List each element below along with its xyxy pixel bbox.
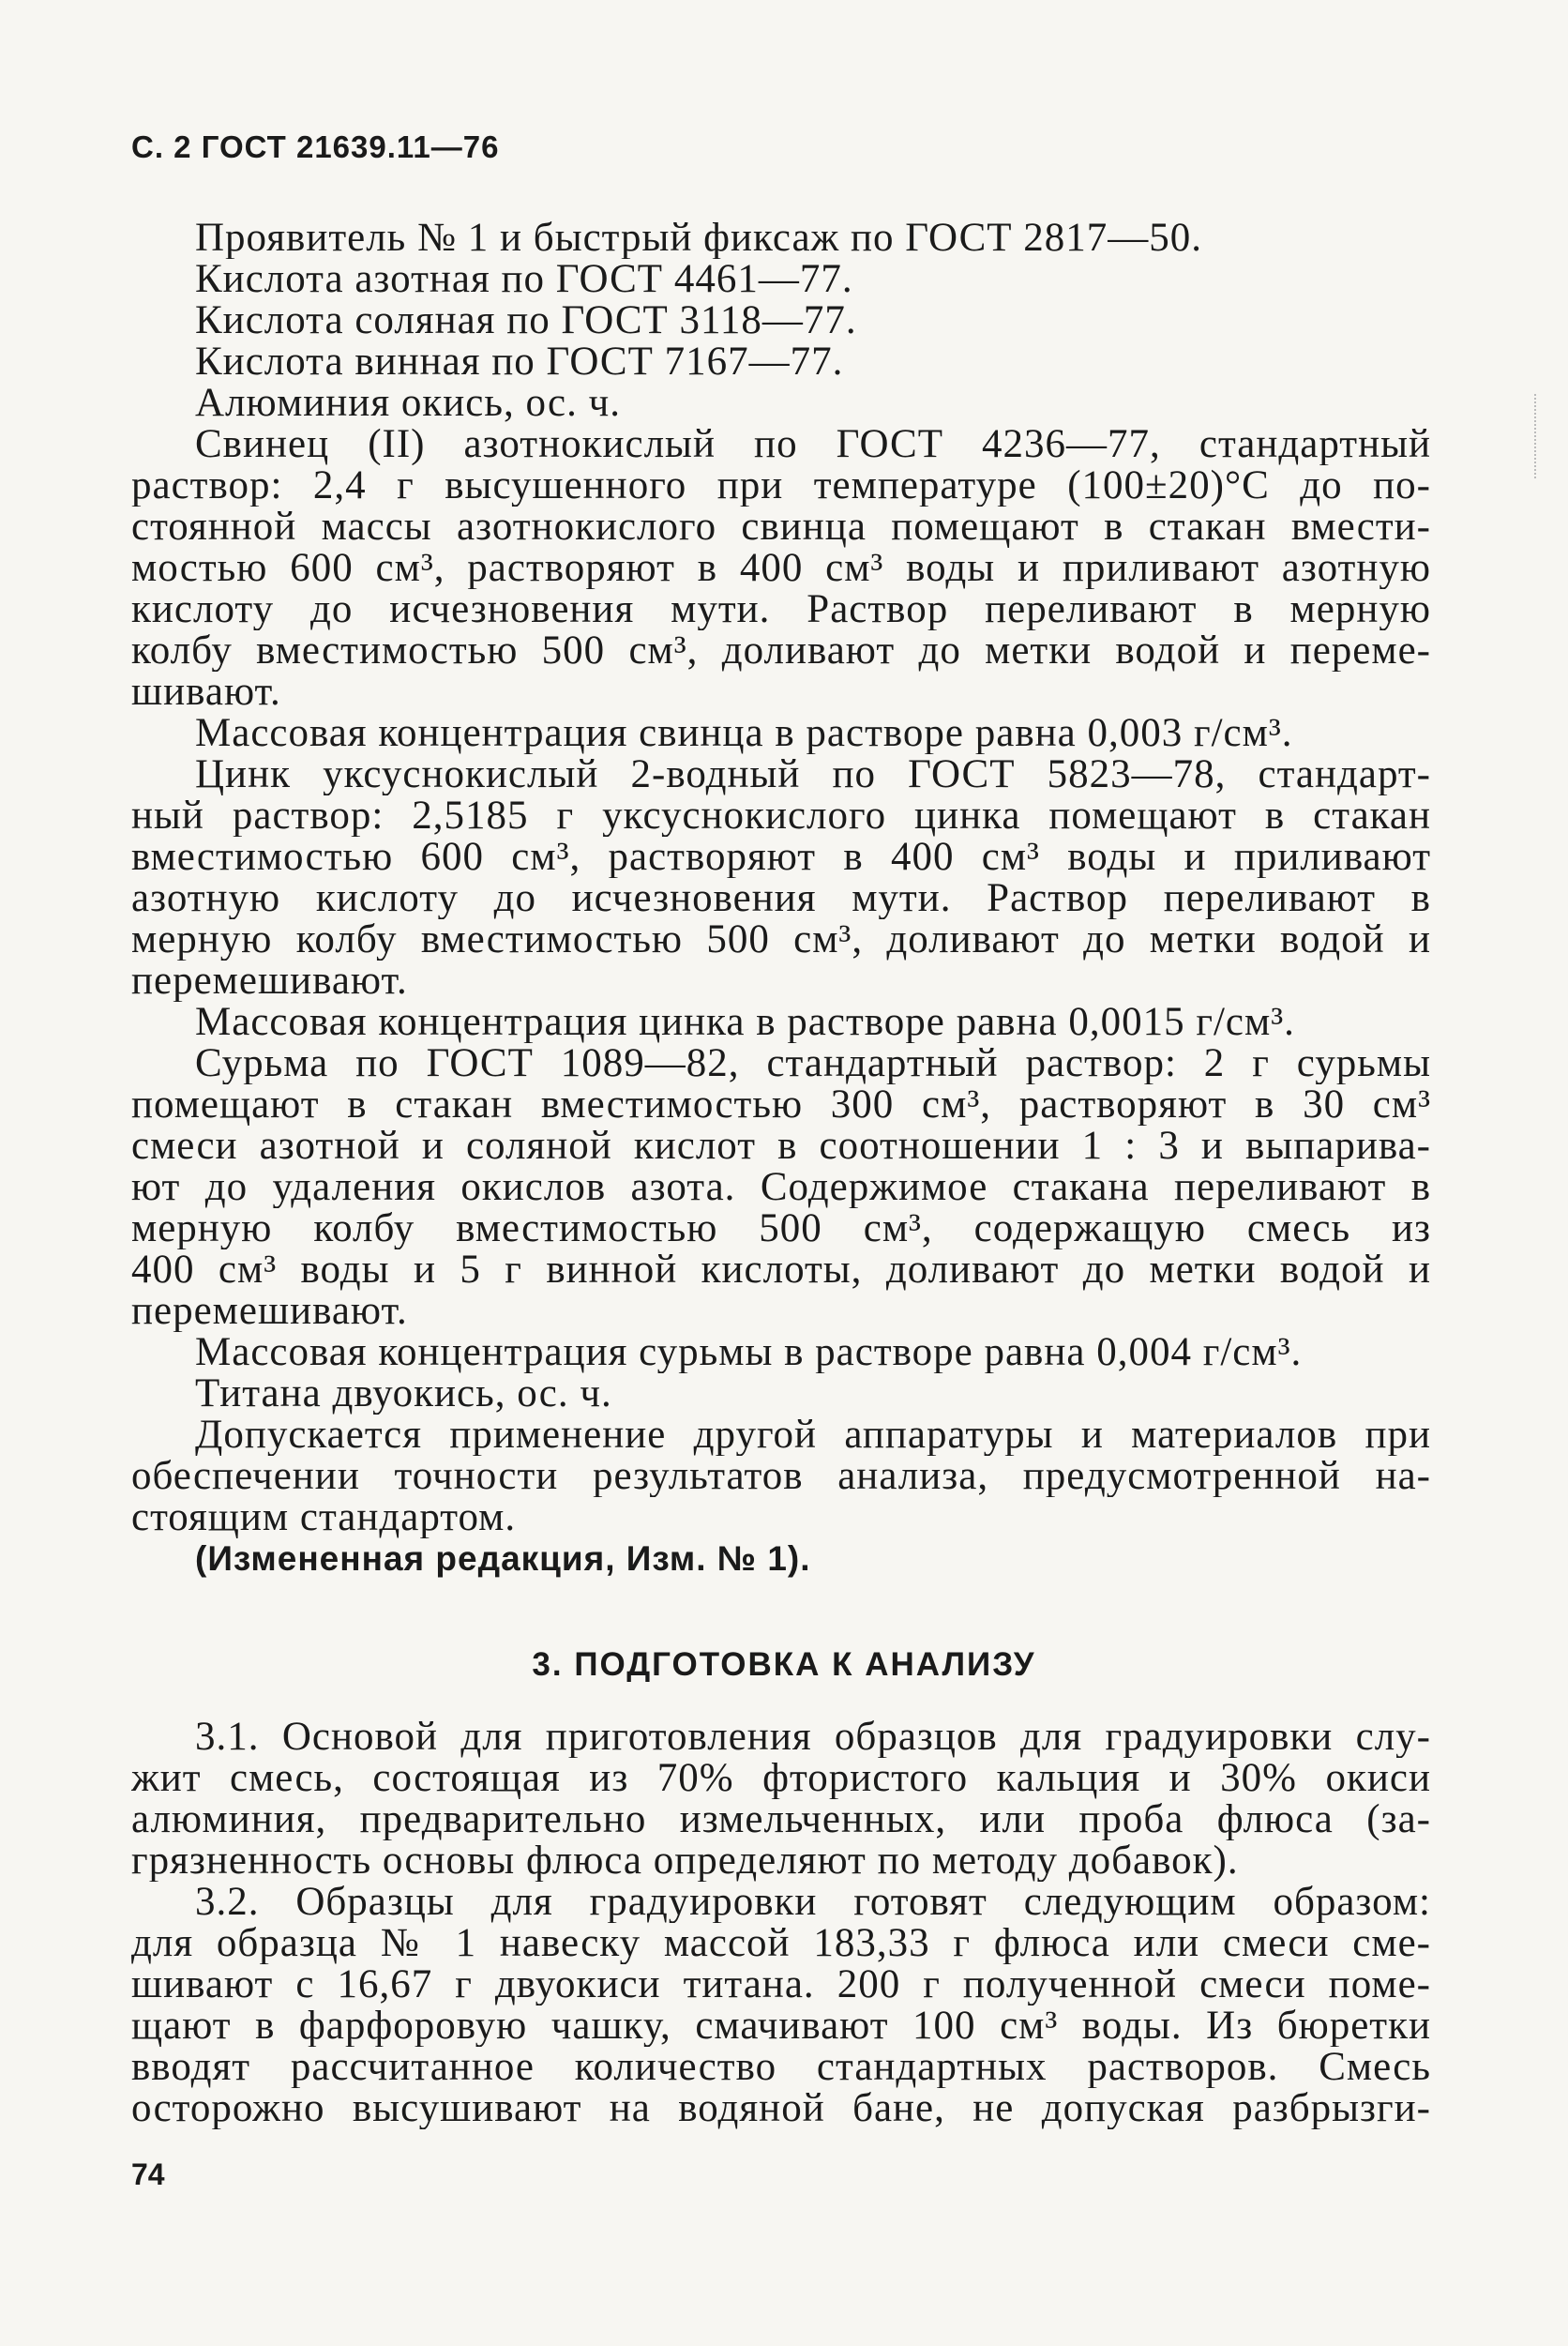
paragraph-line: Массовая концентрация цинка в растворе равна 0,0015 г/см³. (195, 1002, 1295, 1043)
paragraph-line: Массовая концентрация свинца в растворе равна 0,003 г/см³. (195, 713, 1293, 754)
paragraph-line: 400 см³ воды и 5 г винной кислоты, доливают до метки водой и (131, 1249, 1431, 1291)
paragraph-line: кислоту до исчезновения мути. Раствор переливают в мерную (131, 589, 1431, 630)
paragraph-line: азотную кислоту до исчезновения мути. Раствор переливают в (131, 878, 1431, 919)
paragraph-line: 3.1. Основой для приготовления образцов для градуировки слу- (195, 1717, 1431, 1758)
paragraph-line: шивают. (131, 672, 281, 713)
paragraph-line: мерную колбу вместимостью 500 см³, содержащую смесь из (131, 1208, 1431, 1249)
paragraph-line: мерную колбу вместимостью 500 см³, доливают до метки водой и (131, 919, 1431, 961)
paragraph-line: помещают в стакан вместимостью 300 см³, растворяют в 30 см³ (131, 1084, 1431, 1126)
page-header: С. 2 ГОСТ 21639.11—76 (131, 129, 500, 164)
paragraph-line: Кислота азотная по ГОСТ 4461—77. (195, 259, 853, 300)
paragraph-line: вводят рассчитанное количество стандартных растворов. Смесь (131, 2047, 1431, 2088)
paragraph-line: Свинец (II) азотнокислый по ГОСТ 4236—77, стандартный (195, 424, 1431, 465)
paragraph-line: ют до удаления окислов азота. Содержимое стакана переливают в (131, 1167, 1431, 1208)
paragraph-line: Сурьма по ГОСТ 1089—82, стандартный раствор: 2 г сурьмы (195, 1043, 1431, 1084)
paragraph-line: жит смесь, состоящая из 70% фтористого кальция и 30% окиси (131, 1758, 1431, 1799)
paragraph-line: вместимостью 600 см³, растворяют в 400 см³ воды и приливают (131, 837, 1431, 878)
paragraph-line: алюминия, предварительно измельченных, или проба флюса (за- (131, 1799, 1431, 1840)
section-body (131, 1717, 1431, 2129)
materials-list (131, 218, 1431, 1580)
paragraph-line: Проявитель № 1 и быстрый фиксаж по ГОСТ 2817—50. (195, 218, 1203, 259)
paragraph-line: Кислота соляная по ГОСТ 3118—77. (195, 300, 857, 341)
paragraph-line: Алюминия окись, ос. ч. (195, 383, 621, 424)
paragraph-line: Допускается применение другой аппаратуры и материалов при (195, 1415, 1431, 1456)
paragraph-line: осторожно высушивают на водяной бане, не допуская разбрызги- (131, 2088, 1431, 2129)
paragraph-line: смеси азотной и соляной кислот в соотношении 1 : 3 и выпарива- (131, 1126, 1431, 1167)
paragraph-line: перемешивают. (131, 961, 408, 1002)
paragraph-line: 3.2. Образцы для градуировки готовят следующим образом: (195, 1882, 1431, 1923)
paragraph-line: колбу вместимостью 500 см³, доливают до метки водой и переме- (131, 630, 1431, 672)
scan-artifact (1534, 394, 1540, 478)
paragraph-line: обеспечении точности результатов анализа, предусмотренной на- (131, 1456, 1431, 1497)
paragraph-line: стоящим стандартом. (131, 1497, 517, 1538)
paragraph-line: Массовая концентрация сурьмы в растворе равна 0,004 г/см³. (195, 1332, 1303, 1373)
paragraph-line: перемешивают. (131, 1291, 408, 1332)
paragraph-line: раствор: 2,4 г высушенного при температуре (100±20)°С до по- (131, 465, 1431, 507)
paragraph-line: грязненность основы флюса определяют по методу добавок). (131, 1840, 1239, 1882)
paragraph-line: щают в фарфоровую чашку, смачивают 100 см³ воды. Из бюретки (131, 2005, 1431, 2047)
paragraph-line: мостью 600 см³, растворяют в 400 см³ воды и приливают азотную (131, 548, 1431, 589)
paragraph-line: ный раствор: 2,5185 г уксуснокислого цинка помещают в стакан (131, 795, 1431, 837)
paragraph-line: Титана двуокись, ос. ч. (195, 1373, 612, 1415)
paragraph-line: Цинк уксуснокислый 2-водный по ГОСТ 5823—78, стандарт- (195, 754, 1431, 795)
paragraph-line: Кислота винная по ГОСТ 7167—77. (195, 341, 844, 383)
paragraph-line: стоянной массы азотнокислого свинца помещают в стакан вмести- (131, 507, 1431, 548)
section-title: 3. ПОДГОТОВКА К АНАЛИЗУ (532, 1646, 1036, 1683)
paragraph-line: шивают с 16,67 г двуокиси титана. 200 г полученной смеси поме- (131, 1964, 1431, 2005)
page-number: 74 (131, 2157, 165, 2191)
paragraph-line: для образца № 1 навеску массой 183,33 г флюса или смеси сме- (131, 1923, 1431, 1964)
amendment-note: (Измененная редакция, Изм. № 1). (195, 1539, 811, 1578)
